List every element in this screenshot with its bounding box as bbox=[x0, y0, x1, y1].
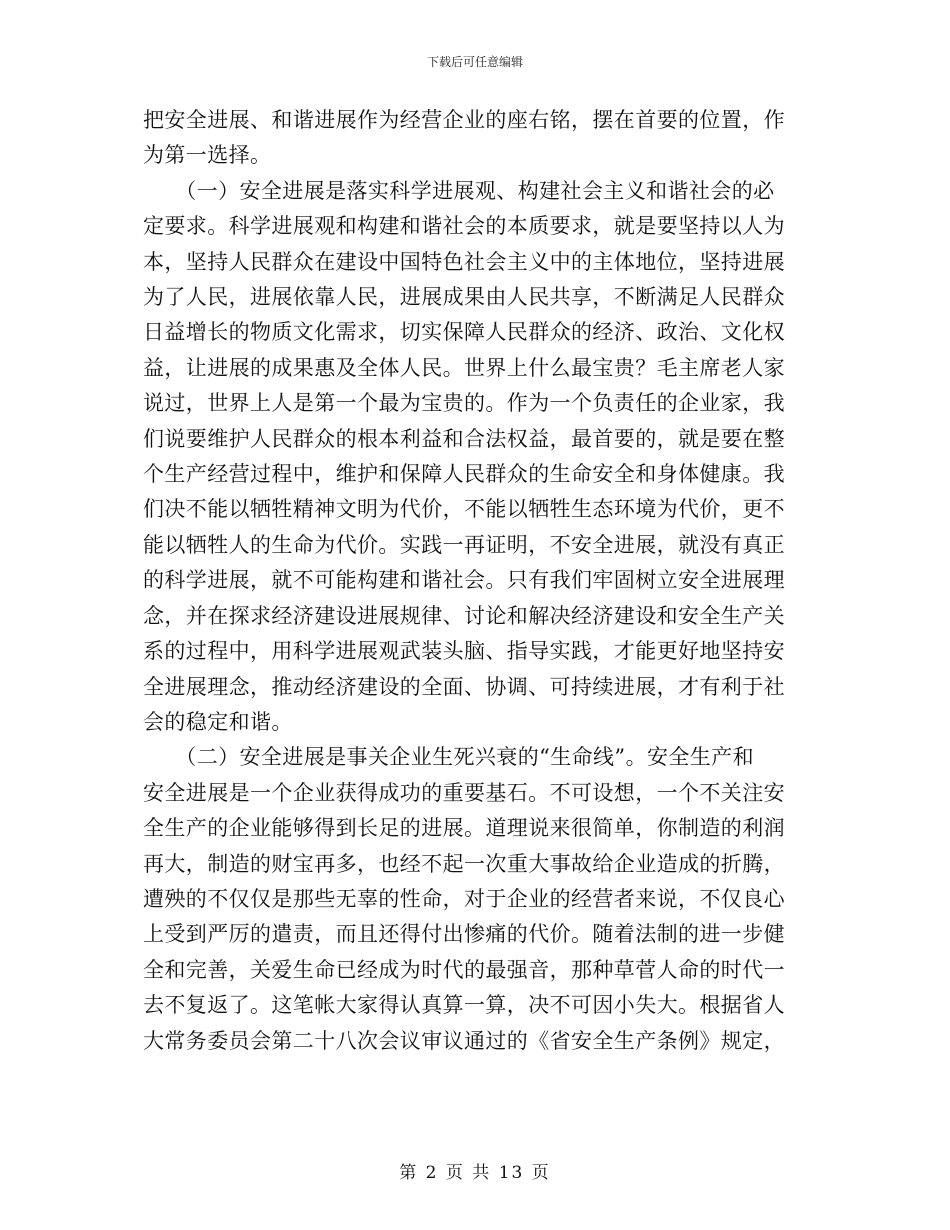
text-line: 定要求。科学进展观和构建和谐社会的本质要求，就是要坚持以人为 bbox=[143, 214, 785, 239]
text-line: 全生产的企业能够得到长足的进展。道理说来很简单，你制造的利润 bbox=[143, 816, 785, 841]
text-line: 为了人民，进展依靠人民，进展成果由人民共享，不断满足人民群众 bbox=[143, 285, 785, 310]
text-line: 上受到严厉的遣责，而且还得付出惨痛的代价。随着法制的进一步健 bbox=[143, 922, 785, 947]
text-line: 去不复返了。这笔帐大家得认真算一算，决不可因小失大。根据省人 bbox=[143, 993, 785, 1018]
text-line: 再大，制造的财宝再多，也经不起一次重大事故给企业造成的折腾， bbox=[143, 851, 785, 876]
text-line: 为第一选择。 bbox=[143, 143, 272, 168]
text-line: 会的稳定和谐。 bbox=[143, 709, 293, 734]
text-line: 系的过程中，用科学进展观武装头脑、指导实践，才能更好地坚持安 bbox=[143, 639, 785, 664]
text-line: 把安全进展、和谐进展作为经营企业的座右铭，摆在首要的位置，作 bbox=[143, 108, 785, 132]
text-line: 安全进展是一个企业获得成功的重要基石。不可设想，一个不关注安 bbox=[143, 780, 785, 805]
text-line: （二）安全进展是事关企业生死兴衰的“生命线”。安全生产和 bbox=[143, 745, 754, 770]
text-line: 念，并在探求经济建设进展规律、讨论和解决经济建设和安全生产关 bbox=[143, 603, 785, 628]
text-line: （一）安全进展是落实科学进展观、构建社会主义和谐社会的必 bbox=[143, 178, 775, 203]
text-line: 遭殃的不仅仅是那些无辜的性命，对于企业的经营者来说，不仅良心 bbox=[143, 886, 785, 911]
text-line: 个生产经营过程中，维护和保障人民群众的生命安全和身体健康。我 bbox=[143, 462, 785, 487]
text-line: 说过，世界上人是第一个最为宝贵的。作为一个负责任的企业家，我 bbox=[143, 391, 785, 416]
text-line: 们说要维护人民群众的根本利益和合法权益，最首要的，就是要在整 bbox=[143, 426, 785, 451]
text-line: 全进展理念，推动经济建设的全面、协调、可持续进展，才有利于社 bbox=[143, 674, 785, 699]
page-header: 下载后可任意编辑 bbox=[426, 55, 523, 69]
document-body bbox=[143, 103, 803, 1059]
text-line: 能以牺牲人的生命为代价。实践一再证明，不安全进展，就没有真正 bbox=[143, 532, 785, 557]
paragraph-1 bbox=[143, 103, 803, 174]
paragraph-3 bbox=[143, 740, 803, 1059]
text-line: 日益增长的物质文化需求，切实保障人民群众的经济、政治、文化权 bbox=[143, 320, 785, 345]
text-line: 益，让进展的成果惠及全体人民。世界上什么最宝贵？毛主席老人家 bbox=[143, 355, 785, 380]
paragraph-2 bbox=[143, 174, 803, 741]
text-line: 们决不能以牺牲精神文明为代价，不能以牺牲生态环境为代价，更不 bbox=[143, 497, 785, 522]
text-line: 本，坚持人民群众在建设中国特色社会主义中的主体地位，坚持进展 bbox=[143, 249, 785, 274]
page-footer: 第 2 页 共 13 页 bbox=[399, 1163, 551, 1183]
text-line: 的科学进展，就不可能构建和谐社会。只有我们牢固树立安全进展理 bbox=[143, 568, 785, 593]
text-line: 全和完善，关爱生命已经成为时代的最强音，那种草菅人命的时代一 bbox=[143, 957, 785, 982]
text-line: 大常务委员会第二十八次会议审议通过的《省安全生产条例》规定， bbox=[143, 1028, 785, 1053]
